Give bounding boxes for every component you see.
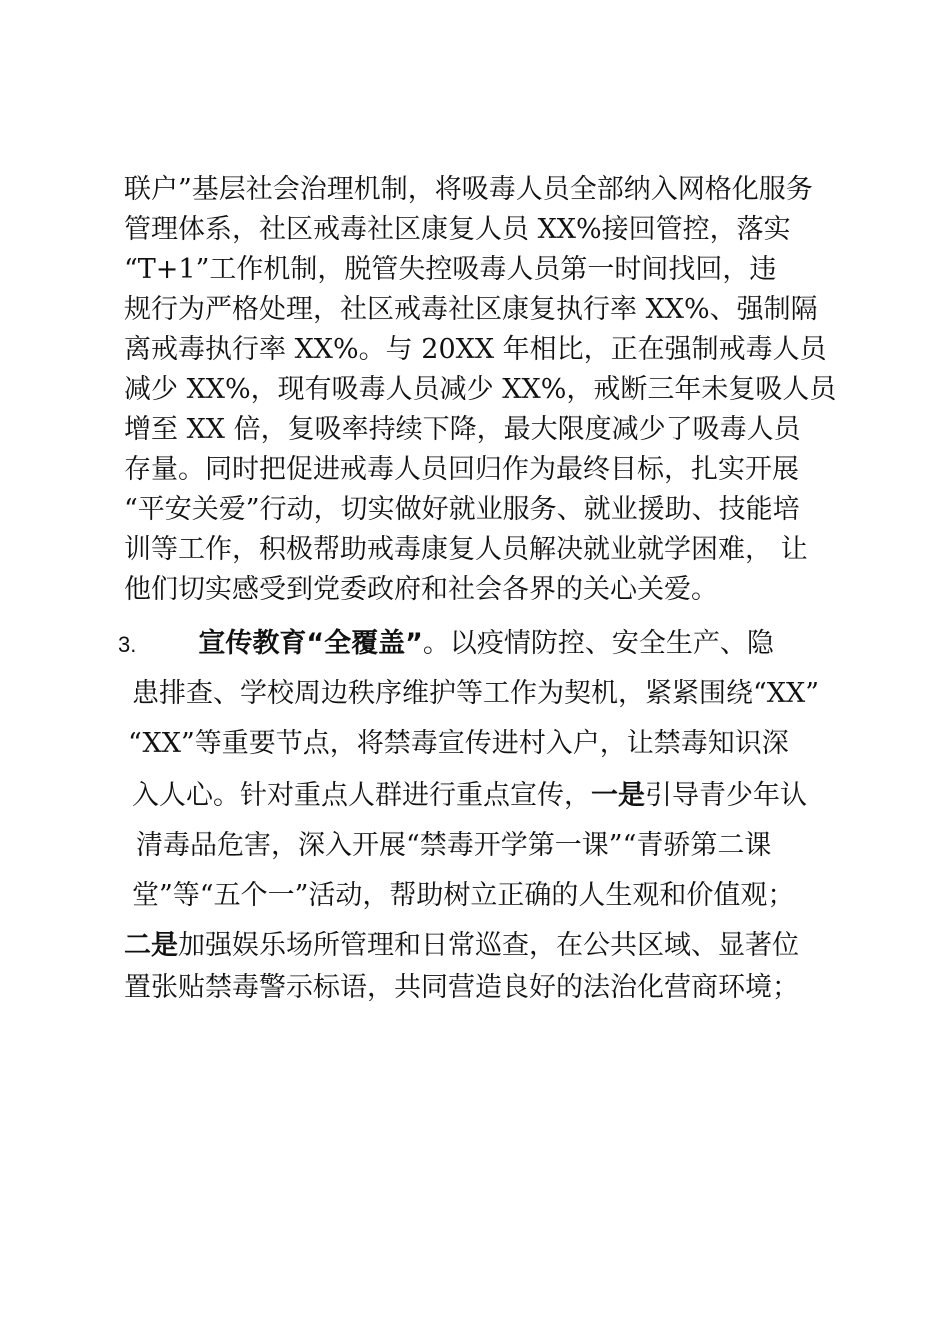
emphasis-second: 二是 <box>124 930 178 961</box>
section-heading: 宣传教育“全覆盖” <box>198 628 423 659</box>
section-3-line-5: 清毒品危害，深入开展“禁毒开学第一课”“青骄第二课 <box>136 830 772 861</box>
paragraph-line: 他们切实感受到党委政府和社会各界的关心关爱。 <box>124 574 718 605</box>
paragraph-line: 规行为严格处理，社区戒毒社区康复执行率 XX%、强制隔 <box>124 294 818 325</box>
section-3-line-4 <box>132 776 807 816</box>
section-3-line-2: 患排查、学校周边秩序维护等工作为契机，紧紧围绕“XX” <box>132 678 820 709</box>
section-text: 加强娱乐场所管理和日常巡查，在公共区域、显著位 <box>178 930 799 961</box>
list-number: 3. <box>118 632 137 657</box>
paragraph-line: “平安关爱”行动，切实做好就业服务、就业援助、技能培 <box>124 494 800 525</box>
paragraph-line: 离戒毒执行率 XX%。与 20XX 年相比，正在强制戒毒人员 <box>124 334 827 365</box>
paragraph-line: 管理体系，社区戒毒社区康复人员 XX%接回管控，落实 <box>124 214 791 245</box>
paragraph-line: 联户”基层社会治理机制，将吸毒人员全部纳入网格化服务 <box>124 174 813 205</box>
paragraph-line: 增至 XX 倍，复吸率持续下降，最大限度减少了吸毒人员 <box>124 414 801 445</box>
section-text: 。以疫情防控、安全生产、隐 <box>422 628 774 659</box>
section-3-line-6: 堂”等“五个一”活动，帮助树立正确的人生观和价值观； <box>132 880 795 911</box>
section-3-line-3: “XX”等重要节点，将禁毒宣传进村入户，让禁毒知识深 <box>128 728 789 759</box>
section-text: 入人心。针对重点人群进行重点宣传， <box>132 780 591 811</box>
paragraph-line: 训等工作，积极帮助戒毒康复人员解决就业就学困难， 让 <box>124 534 808 565</box>
emphasis-first: 一是 <box>591 780 645 811</box>
paragraph-line: 存量。同时把促进戒毒人员回归作为最终目标，扎实开展 <box>124 454 799 485</box>
paragraph-line: 减少 XX%，现有吸毒人员减少 XX%，戒断三年未复吸人员 <box>124 374 837 405</box>
section-3-line-7 <box>124 926 799 966</box>
section-3-line-8: 置张贴禁毒警示标语，共同营造良好的法治化营商环境； <box>124 972 799 1003</box>
section-text: 引导青少年认 <box>645 780 807 811</box>
paragraph-line: “T+1”工作机制，脱管失控吸毒人员第一时间找回，违 <box>124 254 777 285</box>
section-3-line-1 <box>118 624 774 664</box>
